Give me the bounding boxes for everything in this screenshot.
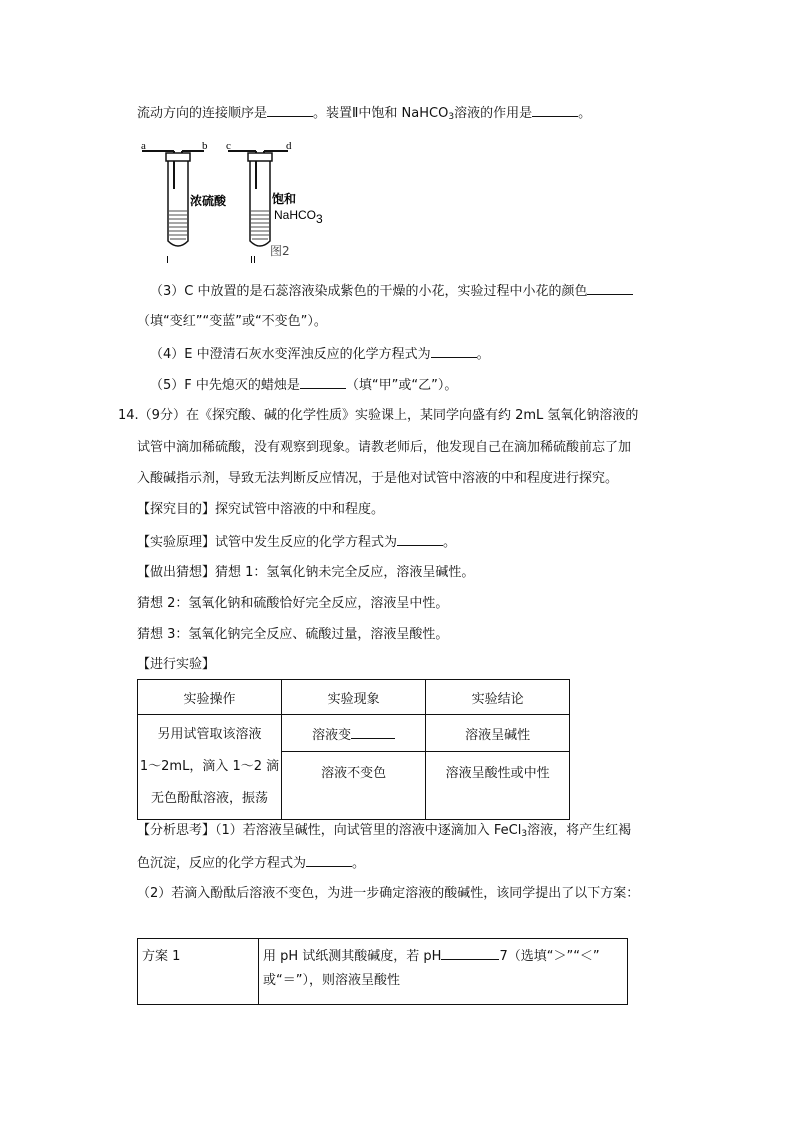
tube-1-label: 浓硫酸 — [190, 194, 227, 208]
text-segment: （填“变红”“变蓝”或“不变色”）。 — [137, 314, 327, 329]
operation-line: 1～2mL，滴入 1～2 滴 — [139, 759, 280, 774]
q14-line-2: 试管中滴加稀硫酸，没有观察到现象。请教老师后，他发现自己在滴加稀硫酸前忘了加 — [137, 440, 632, 455]
guess-2: 猜想 2：氢氧化钠和硫酸恰好完全反应，溶液呈中性。 — [137, 596, 449, 611]
operation-line: 无色酚酞溶液，振荡 — [151, 791, 269, 806]
subscript: 3 — [448, 112, 455, 122]
conclusion-cell-1: 溶液呈碱性 — [426, 715, 570, 752]
header-phenomenon: 实验现象 — [282, 680, 426, 715]
plan-label-cell: 方案 1 — [138, 939, 259, 1005]
text-segment: 。 — [476, 347, 490, 362]
experiment-table — [137, 679, 570, 820]
text-segment: 溶液的作用是 — [454, 106, 533, 121]
tube-2-label-line1: 饱和 — [272, 192, 297, 206]
plan-description-cell — [259, 939, 628, 1005]
text-segment: 用 pH 试纸测其酸碱度，若 pH — [263, 949, 442, 964]
label-a: a — [141, 140, 146, 152]
figure-2-apparatus — [138, 137, 323, 267]
guess-1: 【做出猜想】猜想 1：氢氧化钠未完全反应，溶液呈碱性。 — [137, 565, 475, 580]
text-segment: 。装置Ⅱ中饱和 NaHCO — [313, 106, 449, 121]
answer-blank[interactable] — [351, 724, 395, 739]
answer-blank[interactable] — [300, 374, 346, 389]
answer-blank[interactable] — [267, 102, 313, 117]
text-segment: （3）C 中放置的是石蕊溶液染成紫色的干燥的小花，实验过程中小花的颜色 — [150, 284, 588, 299]
q14-line-1: 14.（9分）在《探究酸、碱的化学性质》实验课上，某同学向盛有约 2mL 氢氧化钠溶液的 — [118, 408, 639, 423]
text-segment: 溶液变 — [312, 727, 352, 743]
analysis-2: （2）若滴入酚酞后溶液不变色，为进一步确定溶液的酸碱性，该同学提出了以下方案： — [137, 886, 640, 901]
text-segment: 色沉淀，反应的化学方程式为 — [137, 856, 307, 871]
phenomenon-cell-1 — [282, 715, 426, 752]
answer-blank[interactable] — [431, 343, 477, 358]
question-5 — [150, 374, 457, 394]
question-3 — [150, 280, 633, 300]
answer-blank[interactable] — [306, 852, 352, 867]
answer-blank[interactable] — [397, 531, 443, 546]
text-segment: 【实验原理】试管中发生反应的化学方程式为 — [137, 535, 398, 550]
subscript: 3 — [521, 829, 528, 839]
text-segment: 流动方向的连接顺序是 — [137, 106, 268, 121]
text-segment: （5）F 中先熄灭的蜡烛是 — [150, 378, 300, 393]
label-d: d — [286, 140, 292, 152]
question-4 — [150, 343, 490, 363]
q14-line-3: 入酸碱指示剂，导致无法判断反应情况，于是他对试管中溶液的中和程度进行探究。 — [137, 471, 619, 486]
text-segment: 。 — [443, 535, 457, 550]
figure-caption: 图2 — [270, 244, 290, 258]
text-segment: 溶液，将产生红褐 — [527, 823, 632, 838]
answer-blank[interactable] — [441, 945, 499, 960]
plan-table — [137, 938, 628, 1005]
question-3-cont — [137, 312, 327, 332]
answer-blank[interactable] — [587, 280, 633, 295]
analysis-1-cont — [137, 852, 365, 872]
analysis-1 — [137, 821, 631, 841]
principle-line — [137, 531, 456, 551]
text-segment: 7（选填“＞”“＜” — [499, 949, 600, 964]
goal-line: 【探究目的】探究试管中溶液的中和程度。 — [137, 502, 385, 517]
header-operation: 实验操作 — [138, 680, 282, 715]
guess-3: 猜想 3：氢氧化钠完全反应、硫酸过量，溶液呈酸性。 — [137, 627, 449, 642]
text-segment: 。 — [578, 106, 592, 121]
flow-order-line — [137, 102, 591, 122]
label-b: b — [202, 140, 208, 152]
roman-II: II — [250, 255, 256, 266]
operation-line: 另用试管取该溶液 — [157, 727, 262, 742]
header-conclusion: 实验结论 — [426, 680, 570, 715]
text-segment: （4）E 中澄清石灰水变浑浊反应的化学方程式为 — [150, 347, 431, 362]
text-segment: 【分析思考】（1）若溶液呈碱性，向试管里的溶液中逐滴加入 FeCl — [137, 823, 522, 838]
answer-blank[interactable] — [532, 102, 578, 117]
phenomenon-cell-2: 溶液不变色 — [282, 752, 426, 820]
conclusion-cell-2: 溶液呈酸性或中性 — [426, 752, 570, 820]
text-segment: （填“甲”或“乙”）。 — [345, 378, 458, 393]
plan-description-line — [263, 945, 623, 969]
tube-2-label-line2: NaHCO3 — [274, 208, 323, 226]
text-segment: 。 — [352, 856, 366, 871]
roman-I: I — [166, 255, 169, 266]
operation-cell — [138, 715, 282, 820]
label-c: c — [226, 140, 231, 152]
conduct-heading: 【进行实验】 — [137, 657, 216, 672]
plan-description-line: 或“＝”），则溶液呈酸性 — [263, 973, 400, 988]
